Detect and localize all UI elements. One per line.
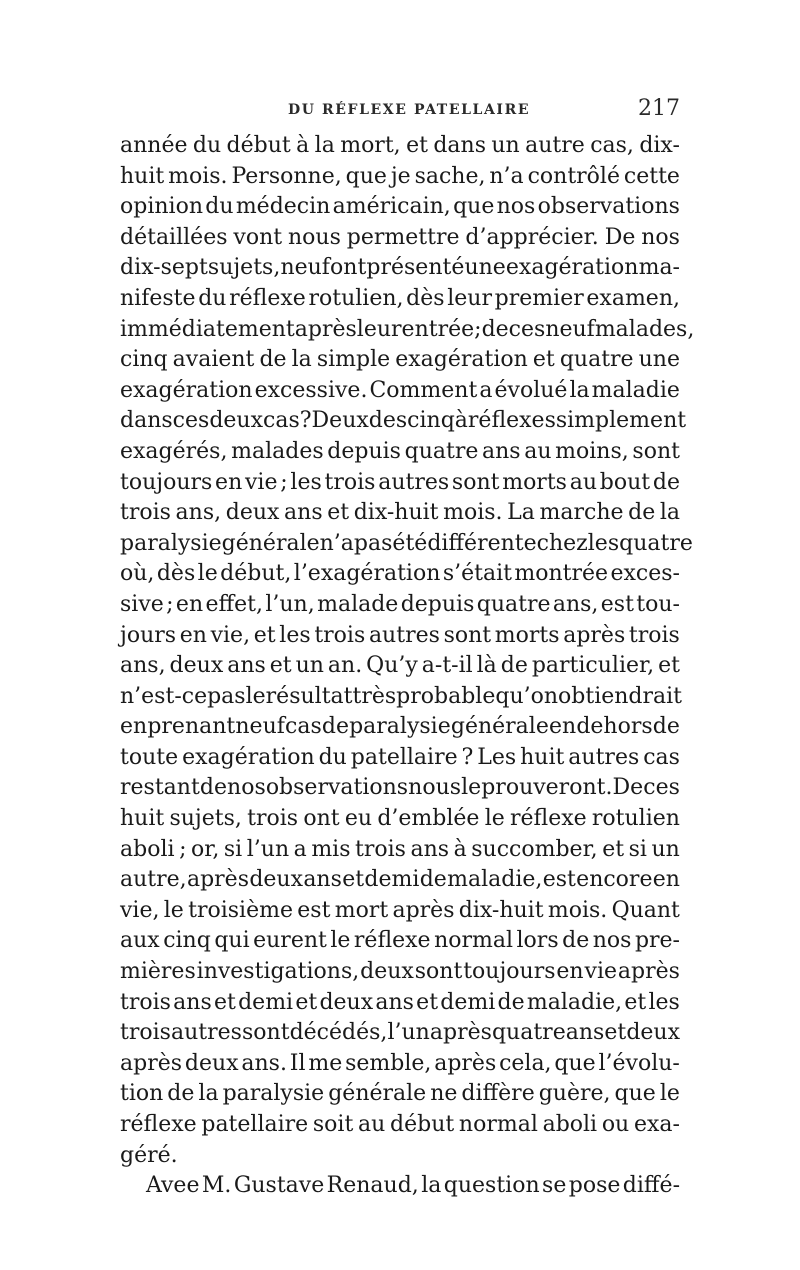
text-line: vie, le troisième est mort après dix-huit mois. Quant	[120, 897, 680, 923]
text-line: mières investigations, deux sont toujours en vie après	[120, 959, 680, 985]
text-line: trois autres sont décédés, l’un après quatre ans et deux	[120, 1020, 680, 1046]
text-line: où, dès le début, l’exagération s’était montrée exces-	[120, 561, 680, 587]
text-line: exagérés, malades depuis quatre ans au moins, sont	[120, 438, 680, 464]
body-text	[120, 131, 695, 1202]
text-line: réflexe patellaire soit au début normal aboli ou exa-	[120, 1112, 680, 1137]
text-line: détaillées vont nous permettre d’apprécier. De nos	[120, 224, 680, 250]
text-line: dans ces deux cas ? Deux des cinq à réflexes simplement	[120, 408, 687, 434]
page-number: 217	[638, 96, 680, 121]
text-line: en prenant neuf cas de paralysie générale en dehors de	[120, 714, 680, 740]
text-line: nifeste du réflexe rotulien, dès leur premier examen,	[120, 285, 680, 311]
text-line: tion de la paralysie générale ne diffère guère, que le	[120, 1081, 680, 1107]
text-line: autre, après deux ans et demi de maladie, est encore en	[120, 867, 680, 893]
text-line: aux cinq qui eurent le réflexe normal lors de nos pre-	[120, 928, 680, 954]
text-line: opinion du médecin américain, que nos observations	[120, 194, 680, 220]
text-line: toujours en vie ; les trois autres sont morts au bout de	[120, 469, 680, 495]
text-line: n’est-ce pas le résultat très probable qu’on obtiendrait	[120, 683, 683, 709]
text-line: toute exagération du patellaire ? Les huit autres cas	[120, 744, 680, 770]
text-line: exagération excessive. Comment a évolué la maladie	[120, 377, 680, 403]
text-line: après deux ans. Il me semble, après cela, que l’évolu-	[120, 1050, 680, 1076]
text-line: huit mois. Personne, que je sache, n’a contrôlé cette	[120, 163, 680, 189]
text-line: jours en vie, et les trois autres sont morts après trois	[120, 622, 680, 648]
text-line: géré.	[120, 1142, 178, 1168]
text-line: paralysie générale n’a pas été différente chez les quatre	[120, 530, 693, 556]
text-line: dix-sept sujets, neuf ont présenté une exagération ma-	[120, 255, 680, 281]
text-line: Avee M. Gustave Renaud, la question se pose diffé-	[146, 1173, 680, 1199]
text-line: huit sujets, trois ont eu d’emblée le réflexe rotulien	[120, 806, 680, 832]
page-header	[120, 98, 680, 128]
text-line: aboli ; or, si l’un a mis trois ans à succomber, et si un	[120, 836, 680, 862]
text-line: sive ; en effet, l’un, malade depuis quatre ans, est tou-	[120, 591, 680, 617]
text-line: année du début à la mort, et dans un autre cas, dix-	[120, 133, 680, 158]
text-line: ans, deux ans et un an. Qu’y a-t-il là de particulier, et	[120, 653, 680, 679]
text-line: trois ans, deux ans et dix-huit mois. La marche de la	[120, 500, 680, 526]
text-line: cinq avaient de la simple exagération et quatre une	[120, 347, 680, 373]
text-line: trois ans et demi et deux ans et demi de maladie, et les	[120, 989, 680, 1015]
running-head: DU RÉFLEXE PATELLAIRE	[288, 102, 531, 118]
text-line: immédiatement après leur entrée ; de ces neuf malades,	[120, 316, 695, 342]
text-line: restant de nos observations nous le prouveront. De ces	[120, 775, 680, 801]
